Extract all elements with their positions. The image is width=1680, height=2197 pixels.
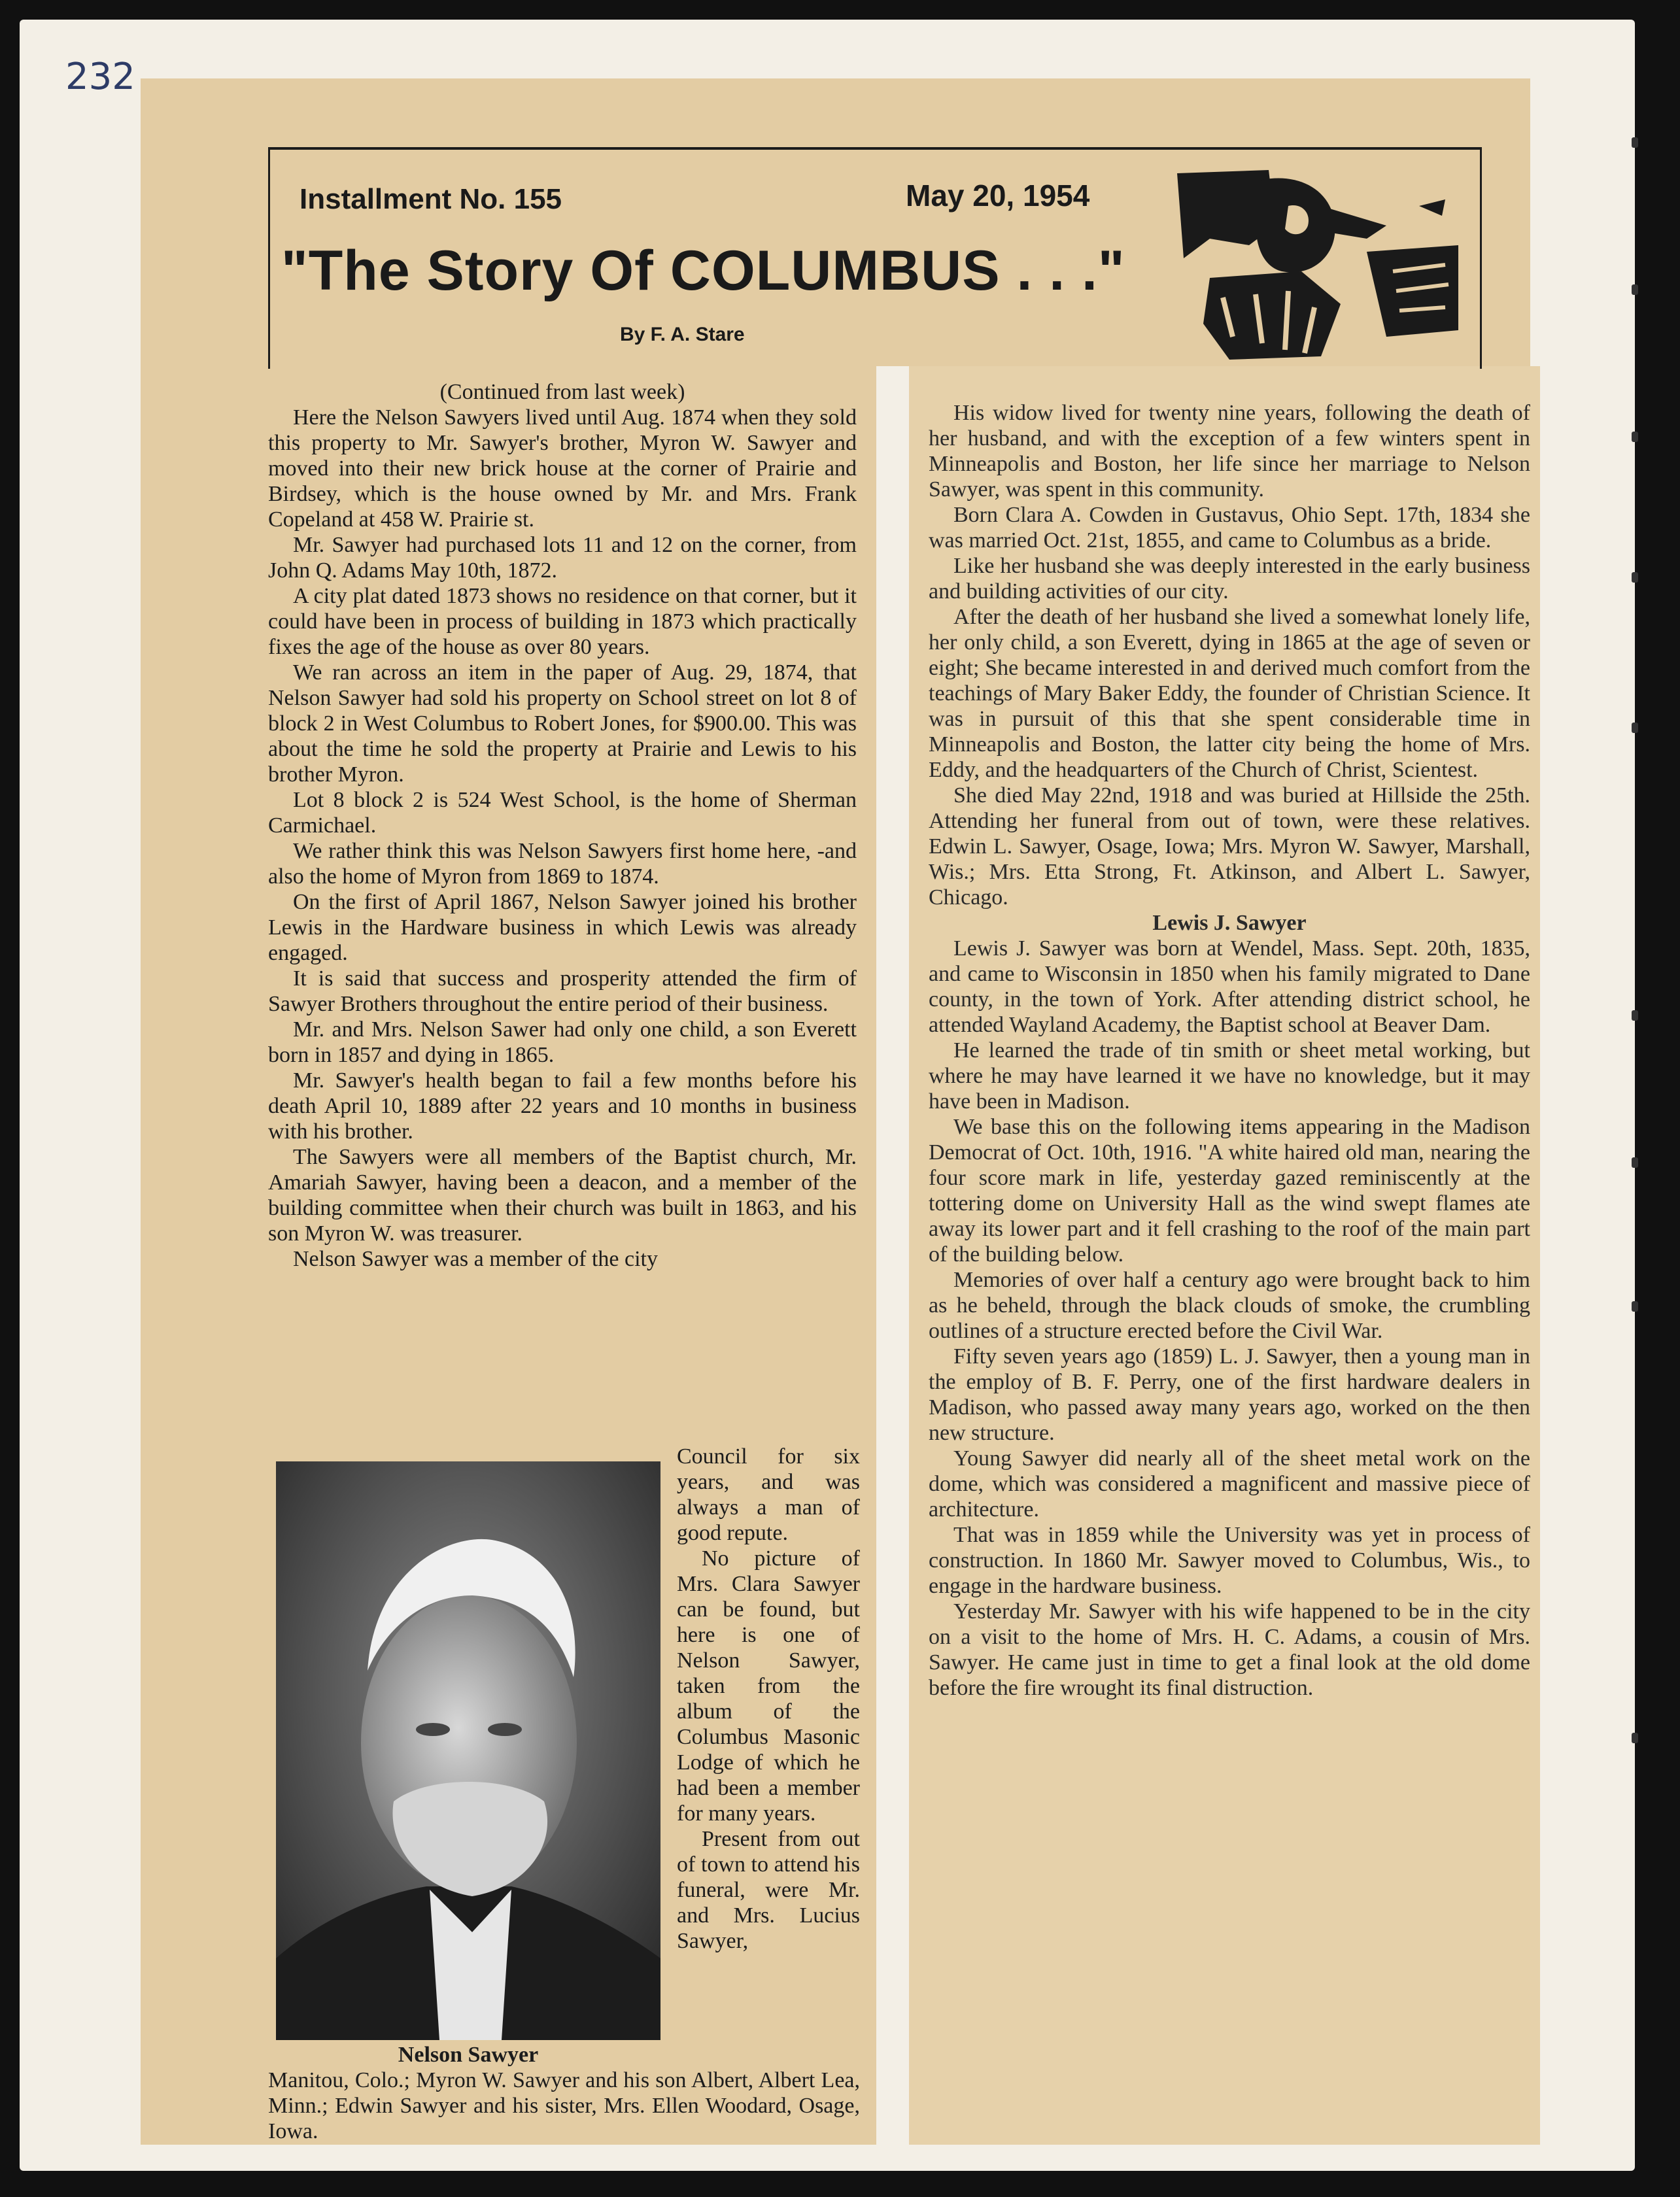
paragraph: Like her husband she was deeply interested in the early business and building activities of our city.: [929, 554, 1530, 604]
margin-mark: [1632, 1733, 1638, 1743]
byline: By F. A. Stare: [620, 324, 745, 345]
paragraph: Present from out of town to attend his funeral, were Mr. and Mrs. Lucius Sawyer,: [677, 1827, 860, 1953]
margin-mark: [1632, 572, 1638, 583]
issue-date: May 20, 1954: [906, 179, 1090, 213]
margin-mark: [1632, 284, 1638, 295]
paragraph: We base this on the following items appearing in the Madison Democrat of Oct. 10th, 1916. "A white haired old man, nearing the four score mark in life, yesterday gazed reminiscently at the tottering dome on University Hall as the wind swept flames ate away its lower part and it fell crashing to the roof of the main part of the building below.: [929, 1115, 1530, 1267]
margin-mark: [1632, 1301, 1638, 1312]
paragraph: After the death of her husband she lived a somewhat lonely life, her only child, a son Everett, dying in 1865 at the age of seven or eight; She became interested in and derived much comfort from the teachings of Mary Baker Eddy, the founder of Christian Science. It was in pursuit of this that she spent considerable time in Minneapolis and Boston, the latter city being the home of Mrs. Eddy, and the headquarters of the Church of Christ, Scientest.: [929, 605, 1530, 782]
continued-note: (Continued from last week): [439, 380, 685, 404]
paragraph: Memories of over half a century ago were brought back to him as he beheld, through the black clouds of smoke, the crumbling outlines of a structure erected before the Civil War.: [929, 1268, 1530, 1343]
paragraph: Young Sawyer did nearly all of the sheet metal work on the dome, which was considered a magnificent and massive piece of architecture.: [929, 1446, 1530, 1522]
margin-mark: [1632, 723, 1638, 733]
margin-mark: [1632, 137, 1638, 148]
stagecoach-logo-icon: [1171, 167, 1465, 363]
section-subheading: Lewis J. Sawyer: [1152, 911, 1307, 935]
paragraph: We ran across an item in the paper of Aug. 29, 1874, that Nelson Sawyer had sold his property on School street on lot 8 of block 2 in West Columbus to Robert Jones, for $900.00. This was about the time he sold the property at Prairie and Lewis to his brother Myron.: [268, 660, 857, 787]
article-column-left-wrap: [677, 1444, 860, 1954]
paragraph: Council for six years, and was always a man of good repute.: [677, 1444, 860, 1545]
paragraph: Born Clara A. Cowden in Gustavus, Ohio Sept. 17th, 1834 she was married Oct. 21st, 1855, and came to Columbus as a bride.: [929, 503, 1530, 553]
paragraph: She died May 22nd, 1918 and was buried at Hillside the 25th. Attending her funeral from out of town, were these relatives. Edwin L. Sawyer, Osage, Iowa; Mrs. Myron W. Sawyer, Marshall, Wis.; Mrs. Etta Strong, Ft. Atkinson, and Albert L. Sawyer, Chicago.: [929, 783, 1530, 910]
paragraph: We rather think this was Nelson Sawyers first home here, -and also the home of Myron from 1869 to 1874.: [268, 839, 857, 889]
photo-caption: Nelson Sawyer: [398, 2043, 539, 2067]
paragraph: That was in 1859 while the University was yet in process of construction. In 1860 Mr. Sawyer moved to Columbus, Wis., to engage in the hardware business.: [929, 1523, 1530, 1598]
portrait-photo: [276, 1461, 660, 2040]
paragraph: The Sawyers were all members of the Baptist church, Mr. Amariah Sawyer, having been a deacon, and a member of the building committee when their church was built in 1863, and his son Myron W. was treasurer.: [268, 1145, 857, 1246]
article-column-left-tail: [268, 2068, 860, 2144]
paragraph: Here the Nelson Sawyers lived until Aug. 1874 when they sold this property to Mr. Sawyer's brother, Myron W. Sawyer and moved into their new brick house at the corner of Prairie and Birdsey, which is the house owned by Mr. and Mrs. Frank Copeland at 458 W. Prairie st.: [268, 405, 857, 532]
paragraph: Mr. Sawyer's health began to fail a few months before his death April 10, 1889 after 22 years and 10 months in business with his brother.: [268, 1068, 857, 1144]
article-column-right: [929, 400, 1530, 1701]
margin-mark: [1632, 432, 1638, 442]
paragraph: Mr. and Mrs. Nelson Sawer had only one child, a son Everett born in 1857 and dying in 1865.: [268, 1017, 857, 1067]
paragraph: Mr. Sawyer had purchased lots 11 and 12 on the corner, from John Q. Adams May 10th, 1872.: [268, 533, 857, 583]
paragraph: Lot 8 block 2 is 524 West School, is the home of Sherman Carmichael.: [268, 788, 857, 838]
margin-mark: [1632, 1157, 1638, 1168]
installment-number: Installment No. 155: [300, 183, 562, 215]
margin-mark: [1632, 1010, 1638, 1021]
paragraph: His widow lived for twenty nine years, following the death of her husband, and with the exception of a few winters spent in Minneapolis and Boston, her life since her marriage to Nelson Sawyer, was spent in this community.: [929, 401, 1530, 502]
paragraph: A city plat dated 1873 shows no residence on that corner, but it could have been in process of building in 1873 which practically fixes the age of the house as over 80 years.: [268, 584, 857, 659]
paragraph: Manitou, Colo.; Myron W. Sawyer and his son Albert, Albert Lea, Minn.; Edwin Sawyer and his sister, Mrs. Ellen Woodard, Osage, Iowa.: [268, 2068, 860, 2143]
article-column-left: [268, 379, 857, 1272]
paragraph: Nelson Sawyer was a member of the city: [293, 1247, 658, 1271]
article-title: "The Story Of COLUMBUS . . .": [281, 239, 1125, 302]
paragraph: It is said that success and prosperity attended the firm of Sawyer Brothers throughout the entire period of their business.: [268, 966, 857, 1016]
paragraph: Fifty seven years ago (1859) L. J. Sawyer, then a young man in the employ of B. F. Perry, one of the first hardware dealers in Madison, who passed away many years ago, worked on the then new structure.: [929, 1344, 1530, 1445]
page-number: 232: [65, 56, 135, 98]
paragraph: Lewis J. Sawyer was born at Wendel, Mass. Sept. 20th, 1835, and came to Wisconsin in 1850 when his family migrated to Dane county, in the town of York. After attending district school, he attended Wayland Academy, the Baptist school at Beaver Dam.: [929, 936, 1530, 1037]
paragraph: Yesterday Mr. Sawyer with his wife happened to be in the city on a visit to the home of Mrs. H. C. Adams, a cousin of Mrs. Sawyer. He came just in time to get a final look at the old dome before the fire wrought its final distruction.: [929, 1599, 1530, 1700]
paragraph: No picture of Mrs. Clara Sawyer can be found, but here is one of Nelson Sawyer, taken from the album of the Columbus Masonic Lodge of which he had been a member for many years.: [677, 1546, 860, 1826]
paragraph: On the first of April 1867, Nelson Sawyer joined his brother Lewis in the Hardware business in which Lewis was already engaged.: [268, 890, 857, 965]
paragraph: He learned the trade of tin smith or sheet metal working, but where he may have learned it we have no knowledge, but it may have been in Madison.: [929, 1038, 1530, 1114]
